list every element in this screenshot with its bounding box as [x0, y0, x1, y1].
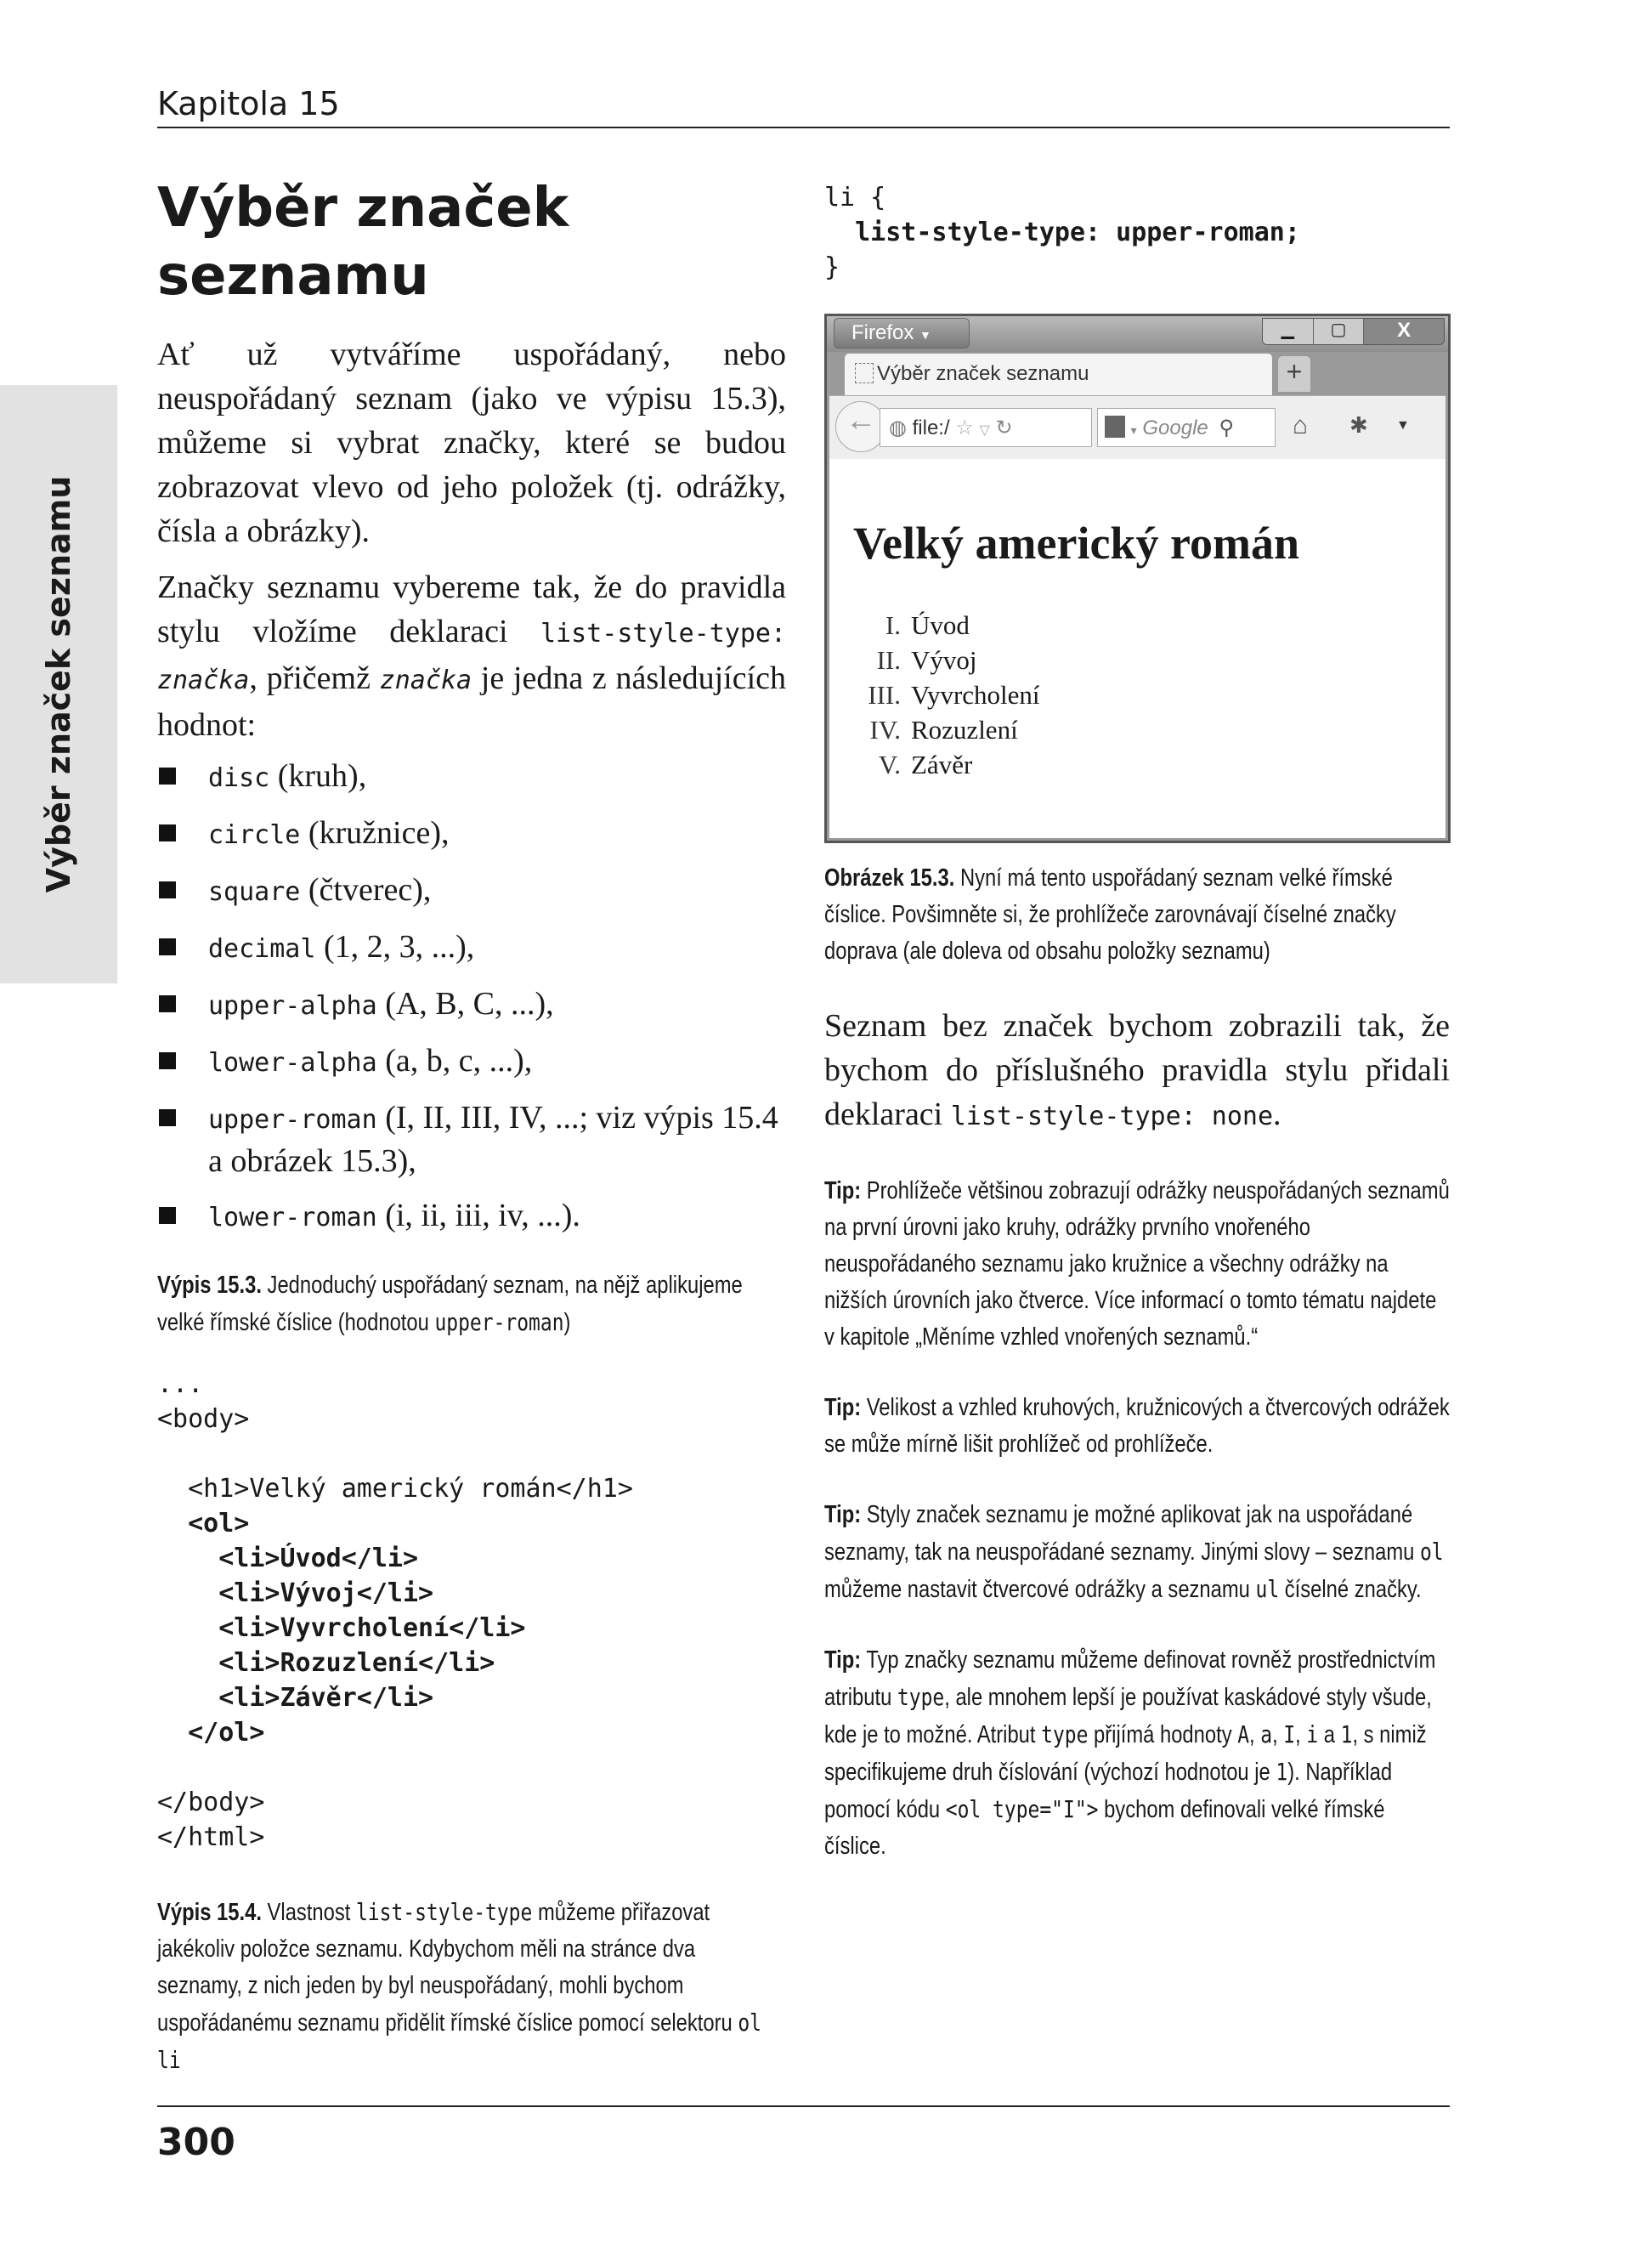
text-run: (čtverec), [300, 872, 432, 908]
browser-screenshot [824, 314, 1451, 843]
minimize-button[interactable]: ▁ [1263, 319, 1313, 344]
roman-numeral: III. [868, 680, 901, 710]
inline-code: A [1237, 1720, 1250, 1748]
text-run: Seznam bez značek bychom zobrazili tak, že bychom do příslušného pravidla stylu přidali deklaraci [824, 1008, 1450, 1132]
intro-paragraph [157, 332, 786, 553]
text-run: Tip: [824, 1177, 862, 1204]
figure-15-3-caption [824, 860, 1450, 970]
inline-code: značka [379, 666, 472, 695]
header-rule [157, 127, 1450, 128]
text-run: můžeme nastavit čtvercové odrážky a seznamu [824, 1576, 1256, 1603]
text-run: Výpis 15.3. [157, 1272, 262, 1299]
text-run: </ol> [157, 1718, 265, 1748]
text-run: <li>Vývoj</li> [157, 1578, 434, 1608]
tip-4 [824, 1642, 1450, 1865]
list-item [157, 870, 786, 913]
inline-code: decimal [208, 934, 316, 964]
text-run: číselné značky. [1279, 1576, 1422, 1603]
code-line [157, 1541, 786, 1576]
text-run: <li>Závěr</li> [157, 1683, 434, 1713]
star-icon[interactable]: ☆ [955, 416, 974, 439]
roman-list-item [829, 677, 1040, 712]
text-run: bychom definovali velké římské číslice. [824, 1796, 1385, 1860]
inline-code: 1 [1340, 1720, 1353, 1748]
left-column [157, 174, 786, 2079]
roman-list-item [829, 712, 1040, 747]
text-run: Obrázek 15.3. [824, 864, 955, 892]
text-run: (i, ii, iii, iv, ...). [376, 1198, 580, 1233]
back-button[interactable]: ← [835, 401, 886, 452]
side-tab-label: Výběr značek seznamu [40, 475, 77, 893]
dropdown-arrow-icon: ▼ [919, 328, 931, 342]
text-run: Typ značky seznamu můžeme definovat rovněž prostřednictvím atributu [824, 1646, 1436, 1711]
section-title: Výběr značek seznamu [157, 177, 569, 308]
text-run: Značky seznamu vybereme tak, že do pravidla stylu vložíme deklaraci [157, 569, 786, 649]
inline-code: i [1306, 1720, 1319, 1748]
code-line [157, 1367, 786, 1402]
roman-numeral: IV. [869, 715, 901, 745]
text-run: Tip: [824, 1646, 862, 1674]
code-line [157, 1646, 786, 1680]
text-run: Prohlížeče většinou zobrazují odrážky neuspořádaných seznamů na první úrovni jako kruhy, odrážky prvního vnořeného neuspořádaného seznamu jako kružnice a všechny odrážky na nižších úrovních jako čtverce. Více informací o tomto tématu najdete v kapitole „Měníme vzhled vnořených seznamů.“ [824, 1177, 1450, 1351]
code-line [157, 1820, 786, 1855]
listing-15-3-code [157, 1367, 786, 1855]
text-run: ) [563, 1309, 571, 1336]
text-run: <h1>Velký americký román</h1> [157, 1474, 633, 1504]
roman-numeral: V. [878, 750, 901, 779]
text-run: <ol> [157, 1509, 250, 1538]
list-item [157, 983, 786, 1027]
list-item [157, 1195, 786, 1238]
code-line [157, 1576, 786, 1611]
text-run: , [1272, 1721, 1284, 1748]
text-run: a [1318, 1721, 1341, 1748]
right-column [824, 180, 1450, 1865]
text-run: Jednoduchý uspořádaný seznam, na nějž aplikujeme velké římské číslice (hodnotou [157, 1272, 743, 1336]
code-line [824, 215, 1450, 250]
text-run: Styly značek seznamu je možné aplikovat jak na uspořádané seznamy, tak na neuspořádané seznamy. Jinými slovy – seznamu [824, 1501, 1420, 1566]
inline-code: upper-roman [434, 1308, 564, 1336]
list-item [157, 756, 786, 799]
firefox-menu-label: Firefox [851, 321, 914, 344]
text-run: Nyní má tento uspořádaný seznam velké římské číslice. Povšimněte si, že prohlížeče zarovnávají číselné značky doprava (ale doleva od obsahu položky seznamu) [824, 864, 1396, 965]
globe-icon: ◍ [889, 416, 907, 439]
text-run: (I, II, III, IV, ...; viz výpis 15.4 a obrázek 15.3), [208, 1100, 778, 1179]
roman-list-item [829, 608, 1040, 643]
code-line [824, 250, 1450, 285]
inline-code: I [1283, 1720, 1296, 1748]
list-item [157, 813, 786, 856]
code-line [157, 1436, 786, 1471]
inline-code: ol [1419, 1538, 1444, 1566]
text-run: . [1273, 1096, 1281, 1132]
roman-numeral: I. [885, 610, 901, 640]
search-bar[interactable]: ▾ Google ⚲ [1097, 408, 1276, 447]
list-item-text: Rozuzlení [911, 715, 1018, 745]
close-button[interactable]: X [1363, 319, 1444, 344]
values-paragraph [157, 565, 786, 747]
page-icon [855, 363, 874, 383]
roman-list [829, 608, 1040, 782]
inline-code: lower-roman [208, 1203, 377, 1232]
code-line [157, 1471, 786, 1506]
code-line [157, 1715, 786, 1750]
list-item-text: Vývoj [911, 645, 977, 675]
inline-code: značka [157, 666, 250, 695]
tip-2 [824, 1390, 1450, 1463]
roman-numeral: II. [876, 645, 901, 675]
text-run: ). Například pomocí kódu [824, 1759, 1393, 1823]
text-run: <body> [157, 1404, 250, 1434]
side-tab [0, 385, 117, 983]
page-heading: Velký americký román [853, 518, 1299, 569]
inline-code: upper-alpha [208, 991, 377, 1021]
text-run: (A, B, C, ...), [376, 986, 554, 1022]
text-run: } [824, 252, 840, 282]
text-run: , přičemž [249, 660, 380, 696]
inline-code: a [1260, 1720, 1273, 1748]
inline-code: ol li [157, 2009, 761, 2074]
tip-1 [824, 1173, 1450, 1356]
text-run: je jedna z následujících hodnot: [157, 660, 786, 743]
text-run: Výpis 15.4. [157, 1899, 262, 1926]
listing-15-3-caption [157, 1267, 786, 1341]
new-tab-button[interactable]: + [1277, 355, 1311, 393]
no-markers-paragraph [824, 1004, 1450, 1139]
text-run: přijímá hodnoty [1088, 1721, 1238, 1748]
firefox-menu-button[interactable] [834, 318, 970, 348]
search-placeholder: Google [1142, 416, 1208, 439]
list-item-text: Vyvrcholení [911, 680, 1040, 710]
url-bar[interactable] [880, 408, 1092, 447]
inline-code: list-style-type: [540, 619, 786, 649]
roman-list-item [829, 747, 1040, 782]
inline-code: list-style-type: none [950, 1102, 1274, 1131]
text-run: ... [157, 1369, 204, 1399]
text-run: li { [824, 183, 886, 212]
text-run: Velikost a vzhled kruhových, kružnicových a čtvercových odrážek se může mírně lišit prohlížeč od prohlížeče. [824, 1394, 1450, 1458]
dropdown-arrow-icon[interactable]: ▽ [979, 423, 990, 438]
google-icon [1105, 416, 1125, 438]
text-run: </html> [157, 1822, 265, 1852]
text-run: list-style-type: upper-roman; [824, 218, 1300, 247]
url-text: file:/ [912, 416, 950, 439]
text-run: <li>Rozuzlení</li> [157, 1648, 495, 1678]
inline-code: ul [1255, 1575, 1280, 1603]
text-run: , [1295, 1721, 1307, 1748]
text-run: Vlastnost [261, 1899, 356, 1926]
list-item [157, 1097, 786, 1181]
tip-3 [824, 1497, 1450, 1608]
text-run: (kruh), [269, 758, 367, 794]
inline-code: <ol type="I"> [945, 1795, 1099, 1823]
listing-15-4-caption [157, 1894, 786, 2079]
code-line [157, 1750, 786, 1785]
text-run: Tip: [824, 1394, 862, 1421]
text-run: (1, 2, 3, ...), [315, 929, 475, 965]
inline-code: circle [208, 820, 301, 850]
roman-list-item [829, 643, 1040, 677]
browser-tab[interactable] [844, 353, 1273, 395]
footer-rule [157, 2105, 1450, 2107]
reload-icon[interactable]: ↻ [995, 416, 1013, 439]
inline-code: upper-roman [208, 1105, 377, 1135]
text-run: , ale mnohem lepší je používat kaskádové styly všude, kde je to možné. Atribut [824, 1684, 1432, 1748]
text-run: Ať už vytváříme uspořádaný, nebo neuspořádaný seznam (jako ve výpisu 15.3), můžeme si vybrat značky, které se budou zobrazovat vlevo od jeho položek (tj. odrážky, čísla a obrázky). [157, 337, 786, 549]
home-icon[interactable]: ⌂ [1293, 411, 1309, 439]
values-list [157, 756, 786, 1238]
addon-icon[interactable]: ✱ [1349, 413, 1368, 438]
text-run: , [1249, 1721, 1261, 1748]
code-line [157, 1402, 786, 1436]
chapter-header: Kapitola 15 [157, 85, 340, 122]
inline-code: list-style-type [355, 1898, 533, 1926]
code-line [824, 180, 1450, 215]
text-run: <li>Úvod</li> [157, 1544, 419, 1573]
code-line [157, 1680, 786, 1715]
list-item [157, 926, 786, 970]
text-run: <li>Vyvrcholení</li> [157, 1613, 526, 1643]
text-run: Tip: [824, 1501, 862, 1528]
inline-code: square [208, 877, 301, 907]
code-line [157, 1506, 786, 1541]
text-run: můžeme přiřazovat jakékoliv položce seznamu. Kdybychom měli na stránce dva seznamy, z nich jeden by byl neuspořádaný, mohli bychom uspořádanému seznamu přidělit římské číslice pomocí selektoru [157, 1899, 738, 2037]
tab-title: Výběr značek seznamu [877, 362, 1089, 385]
window-controls [1262, 318, 1445, 345]
search-icon[interactable]: ⚲ [1219, 416, 1235, 439]
code-line [157, 1611, 786, 1646]
text-run: (a, b, c, ...), [376, 1043, 533, 1079]
inline-code: lower-alpha [208, 1048, 377, 1078]
code-line [157, 1785, 786, 1820]
text-run: </body> [157, 1788, 265, 1817]
listing-15-4-code [824, 180, 1450, 285]
inline-code: type [897, 1683, 945, 1711]
inline-code: 1 [1276, 1758, 1288, 1786]
page-number: 300 [157, 2121, 235, 2164]
menu-dropdown-icon[interactable]: ▼ [1396, 418, 1410, 433]
list-item-text: Úvod [911, 610, 970, 640]
browser-viewport [829, 459, 1446, 838]
inline-code: type [1041, 1720, 1089, 1748]
text-run: (kružnice), [300, 815, 450, 851]
text-run: , s nimiž specifikujeme druh číslování (výchozí hodnotou je [824, 1721, 1427, 1786]
inline-code: disc [208, 763, 270, 793]
list-item [157, 1040, 786, 1084]
list-item-text: Závěr [911, 750, 973, 779]
maximize-button[interactable]: ▢ [1313, 319, 1364, 344]
